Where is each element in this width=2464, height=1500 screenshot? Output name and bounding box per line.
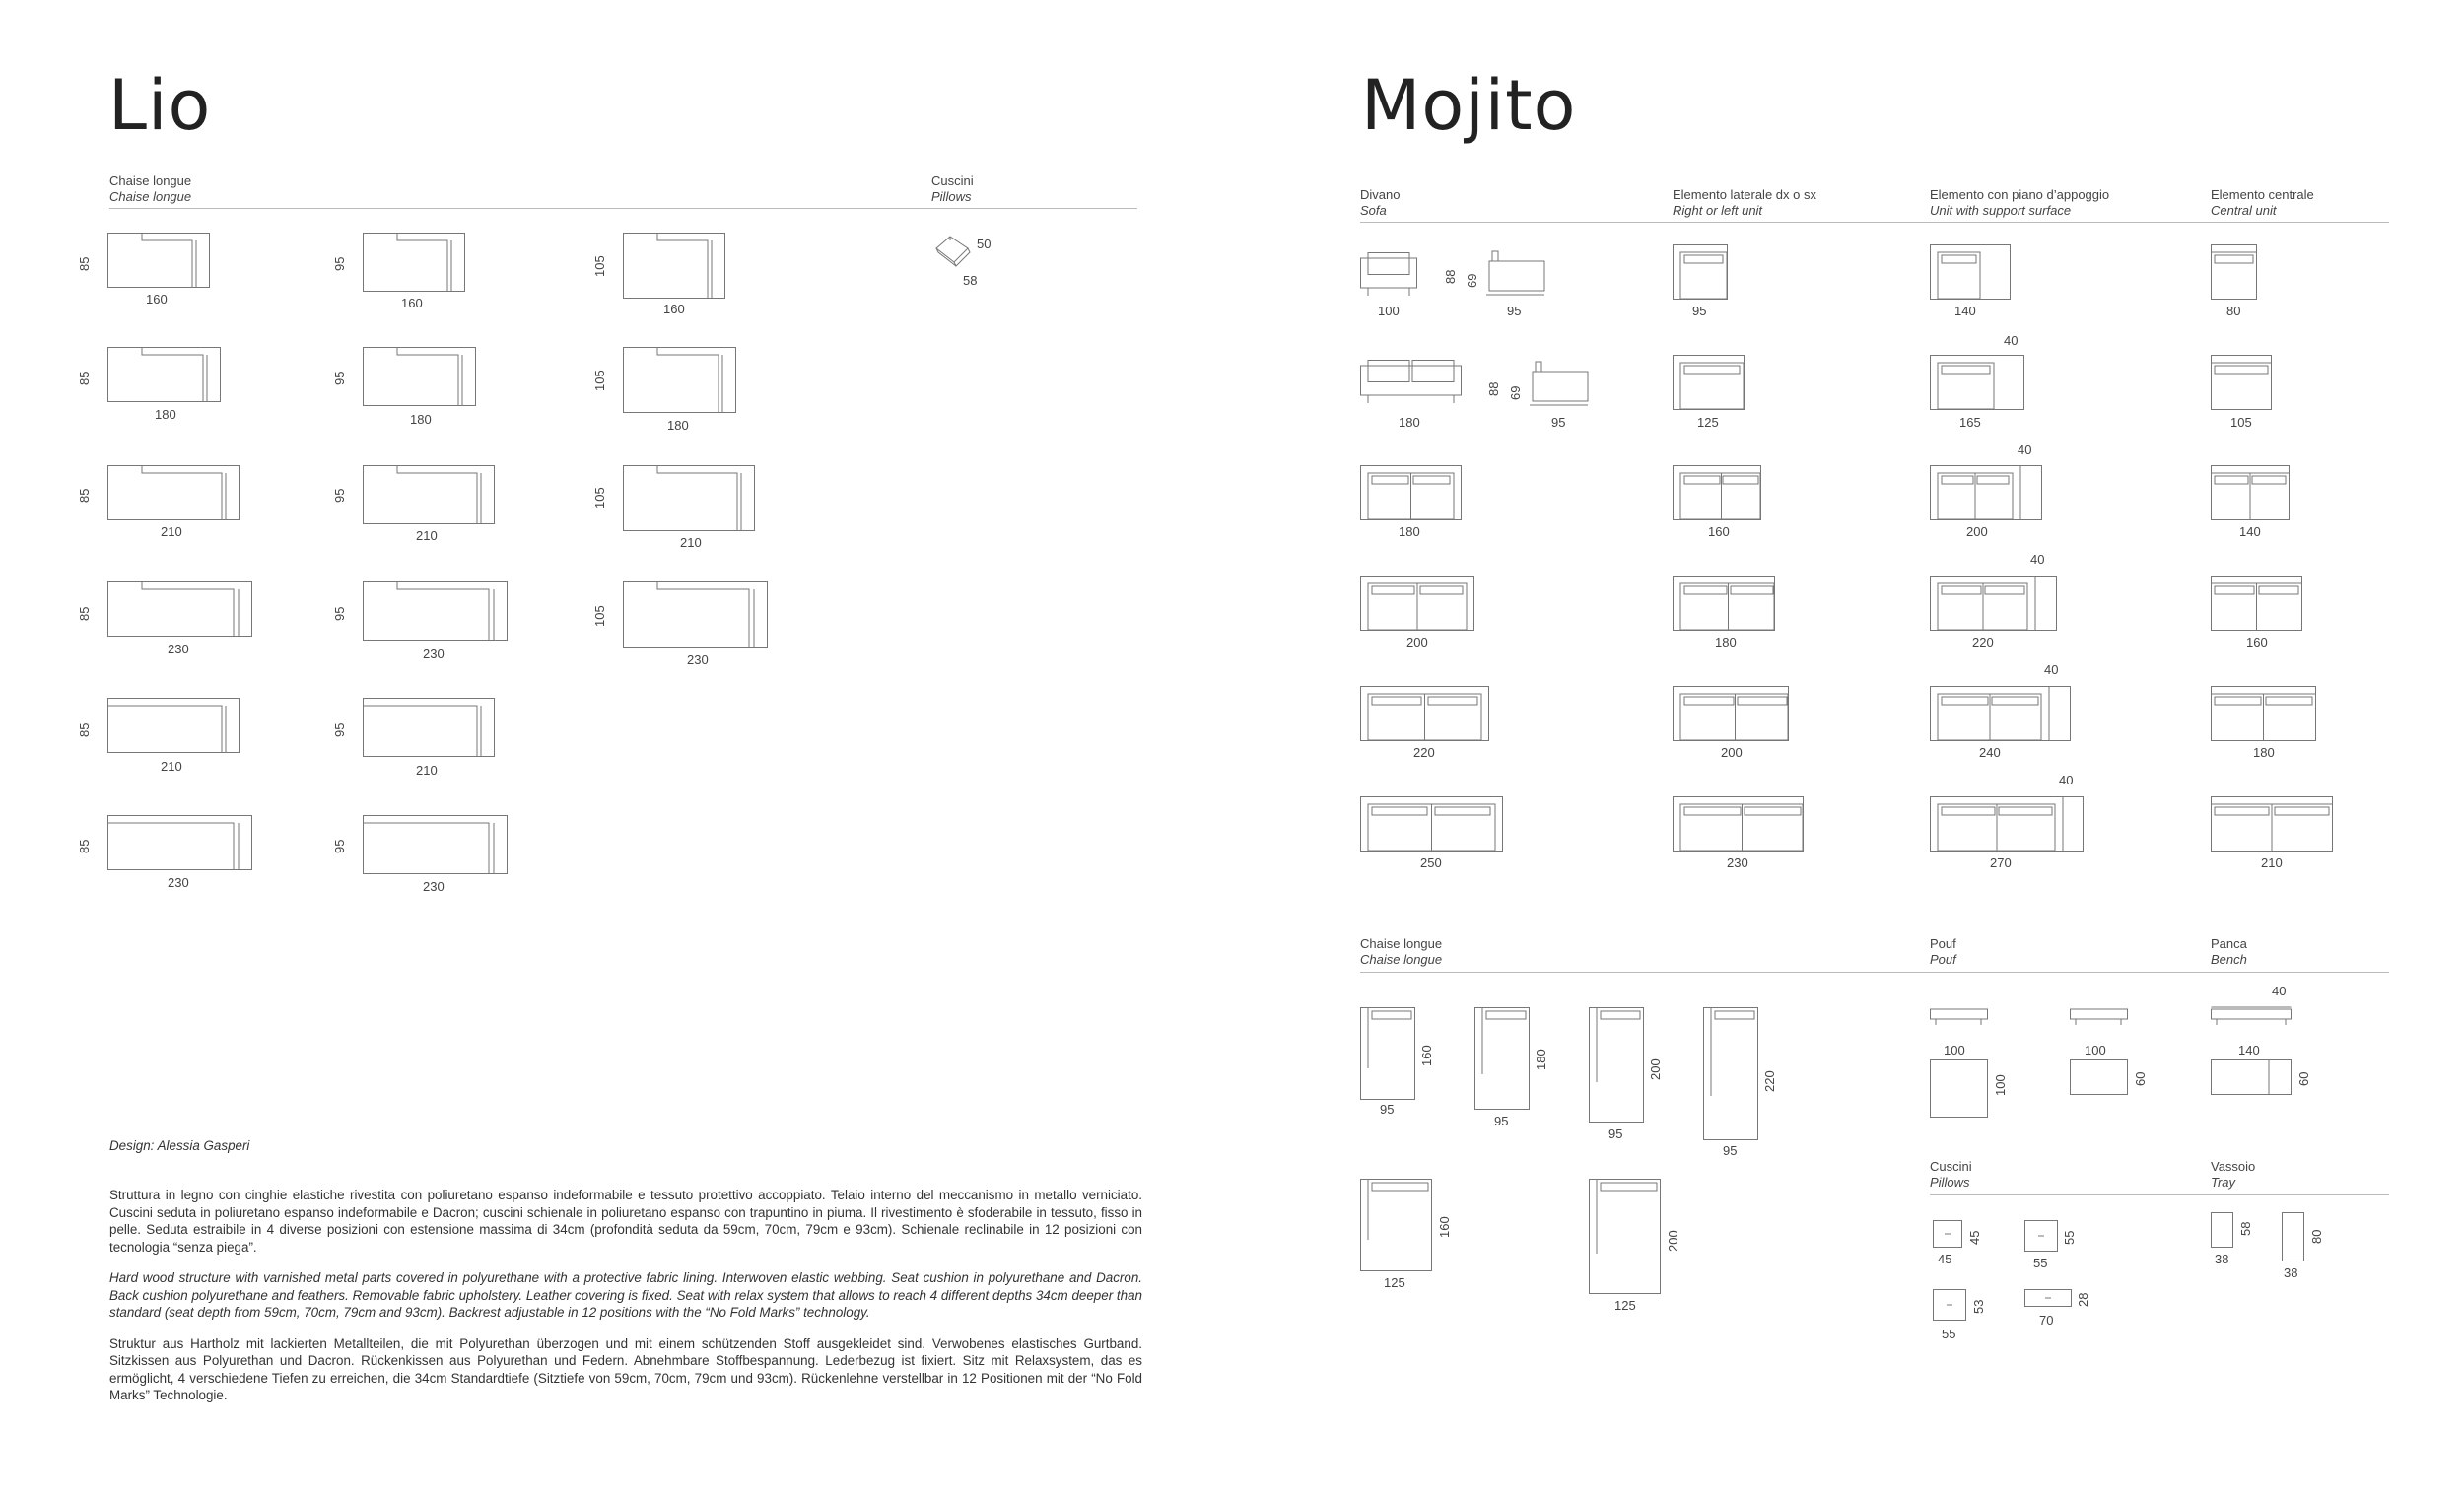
sofa-height-label: 88 — [1443, 269, 1458, 284]
lio-depth-label: 95 — [332, 371, 347, 385]
support-unit-drawing — [1930, 686, 2071, 741]
lio-width-label: 230 — [423, 647, 445, 661]
lio-chaise-drawing — [623, 347, 736, 413]
tray-height-label: 80 — [2309, 1229, 2324, 1244]
lio-chaise-drawing — [363, 233, 465, 292]
pillow-height-label: 45 — [1967, 1230, 1982, 1245]
tray-drawing — [2282, 1212, 2304, 1261]
tray-height-label: 58 — [2238, 1221, 2253, 1236]
side-unit-width-label: 160 — [1708, 524, 1730, 539]
mojito-header-pillows: Cuscini Pillows — [1930, 1159, 1972, 1190]
chaise-length-label: 200 — [1648, 1058, 1663, 1080]
central-unit-width-label: 105 — [2230, 415, 2252, 430]
support-surface-width-label: 40 — [2030, 552, 2045, 567]
pouf-side-drawing — [1930, 1007, 1989, 1027]
chaise-length-label: 200 — [1666, 1230, 1680, 1252]
pillow-drawing — [2024, 1289, 2072, 1307]
lio-chaise-drawing — [363, 581, 508, 641]
lio-width-label: 210 — [416, 763, 438, 778]
central-unit-width-label: 210 — [2261, 855, 2283, 870]
pillow-dim-a: 50 — [977, 237, 992, 251]
sofa-side-drawing — [1530, 360, 1589, 409]
lio-chaise-drawing — [623, 233, 725, 299]
mojito-header-support-unit: Elemento con piano d’appoggio Unit with support surface — [1930, 187, 2110, 218]
mojito-header-sofa: Divano Sofa — [1360, 187, 1401, 218]
lio-depth-label: 105 — [592, 370, 607, 391]
description-german: Struktur aus Hartholz mit lackierten Metallteilen, die mit Polyurethan überzogen und mit einem schützenden Stoff ausgekleidet sind. Verwobenes elastisches Gurtband. Sitzkissen aus Polyurethan und Dacron. Rückenkissen aus Polyurethan und Federn. Abnehmbare Stoffbespannung. Lederbezug ist fixiert. Sitz mit Relaxsystem, das es ermöglicht, 4 verschiedene Tiefen zu erreichen, die 34cm Standardtiefe (Sitztiefe von 59cm, 70cm, 79cm und 93cm). Rückenlehne verstellbar in 12 Positionen mit der “No Fold Marks” Technologie. — [109, 1335, 1142, 1402]
tray-width-label: 38 — [2284, 1265, 2298, 1280]
lio-chaise-drawing — [107, 698, 240, 753]
bench-side-drawing — [2211, 1005, 2292, 1027]
lio-width-label: 230 — [168, 875, 189, 890]
pouf-width-label: 100 — [2085, 1043, 2106, 1057]
sofa-width-label: 220 — [1413, 745, 1435, 760]
support-surface-width-label: 40 — [2018, 443, 2032, 457]
lio-width-label: 230 — [423, 879, 445, 894]
side-unit-drawing — [1673, 244, 1728, 300]
mojito-chaise-drawing — [1474, 1007, 1530, 1110]
pouf-width-label: 100 — [1944, 1043, 1965, 1057]
lio-depth-label: 85 — [77, 256, 92, 271]
lio-chaise-drawing — [107, 347, 221, 402]
lio-width-label: 160 — [401, 296, 423, 310]
side-unit-width-label: 95 — [1692, 304, 1707, 318]
lio-chaise-drawing — [107, 465, 240, 520]
side-unit-width-label: 125 — [1697, 415, 1719, 430]
mojito-header-tray: Vassoio Tray — [2211, 1159, 2256, 1190]
sofa-front-drawing — [1360, 360, 1462, 405]
chaise-width-label: 95 — [1723, 1143, 1738, 1158]
pillow-height-label: 55 — [2062, 1230, 2077, 1245]
sofa-height-label: 88 — [1486, 381, 1501, 396]
central-unit-drawing — [2211, 465, 2290, 520]
mojito-header-central-unit: Elemento centrale Central unit — [2211, 187, 2314, 218]
chaise-length-label: 160 — [1419, 1045, 1434, 1066]
lio-width-label: 210 — [161, 524, 182, 539]
lio-width-label: 180 — [667, 418, 689, 433]
sofa-seat-height-label: 69 — [1508, 385, 1523, 400]
chaise-width-label: 125 — [1614, 1298, 1636, 1313]
pouf-depth-label: 60 — [2133, 1071, 2148, 1086]
chaise-length-label: 180 — [1534, 1049, 1548, 1070]
lio-depth-label: 95 — [332, 606, 347, 621]
mojito-header-pouf: Pouf Pouf — [1930, 936, 1956, 967]
sofa-plan-drawing — [1360, 686, 1489, 741]
chaise-length-label: 220 — [1762, 1070, 1777, 1092]
sofa-depth-label: 95 — [1551, 415, 1566, 430]
support-unit-drawing — [1930, 355, 2024, 410]
chaise-width-label: 95 — [1380, 1102, 1395, 1117]
lio-width-label: 210 — [161, 759, 182, 774]
lio-chaise-drawing — [623, 581, 768, 648]
central-unit-drawing — [2211, 576, 2302, 631]
pouf-side-drawing — [2070, 1007, 2129, 1027]
support-unit-width-label: 270 — [1990, 855, 2012, 870]
sofa-width-label: 100 — [1378, 304, 1400, 318]
sofa-side-drawing — [1486, 249, 1545, 299]
sofa-depth-label: 95 — [1507, 304, 1522, 318]
central-unit-width-label: 160 — [2246, 635, 2268, 649]
chaise-width-label: 125 — [1384, 1275, 1405, 1290]
support-surface-width-label: 40 — [2004, 333, 2019, 348]
pillow-drawing — [1933, 1289, 1966, 1321]
lio-header-pillows: Cuscini Pillows — [931, 173, 974, 204]
support-unit-width-label: 165 — [1959, 415, 1981, 430]
side-unit-width-label: 180 — [1715, 635, 1737, 649]
support-unit-width-label: 140 — [1954, 304, 1976, 318]
support-surface-width-label: 40 — [2059, 773, 2074, 787]
support-unit-drawing — [1930, 465, 2042, 520]
sofa-seat-height-label: 69 — [1465, 273, 1479, 288]
mojito-chaise-drawing — [1360, 1179, 1432, 1271]
side-unit-drawing — [1673, 465, 1761, 520]
description-italian: Struttura in legno con cinghie elastiche rivestita con poliuretano espanso indeformabile e tessuto protettivo accoppiato. Telaio interno del meccanismo in metallo verniciato. Cuscini seduta in poliuretano espanso indeformabile e Dacron; cuscini schienale in poliuretano espanso con trapuntino in piuma. Il rivestimento è sfoderabile in tessuto, fisso in pelle. Seduta estraibile in 4 diverse posizioni con estensione massima di 34cm (profondità seduta da 59cm, 70cm, 79cm e 93cm). Schienale reclinabile in 12 posizioni con tecnologia “senza piega”. — [109, 1188, 1142, 1255]
sofa-plan-drawing — [1360, 796, 1503, 852]
lio-width-label: 180 — [410, 412, 432, 427]
lio-width-label: 210 — [680, 535, 702, 550]
mojito-header-chaise: Chaise longue Chaise longue — [1360, 936, 1443, 967]
lio-chaise-drawing — [107, 581, 252, 637]
pillow-width-label: 70 — [2039, 1313, 2054, 1328]
pillow-width-label: 55 — [2033, 1256, 2048, 1270]
lio-depth-label: 105 — [592, 487, 607, 509]
lio-width-label: 160 — [146, 292, 168, 307]
support-unit-width-label: 200 — [1966, 524, 1988, 539]
pillow-width-label: 45 — [1938, 1252, 1952, 1266]
lio-depth-label: 105 — [592, 605, 607, 627]
bench-extra-label: 40 — [2272, 984, 2287, 998]
support-unit-drawing — [1930, 576, 2057, 631]
lio-chaise-drawing — [363, 465, 495, 524]
lio-chaise-drawing — [363, 698, 495, 757]
side-unit-width-label: 200 — [1721, 745, 1743, 760]
lio-depth-label: 95 — [332, 722, 347, 737]
lio-chaise-drawing — [363, 815, 508, 874]
support-unit-drawing — [1930, 244, 2011, 300]
sofa-width-label: 180 — [1399, 415, 1420, 430]
lio-chaise-drawing — [107, 815, 252, 870]
lio-description — [109, 1187, 1142, 1418]
description-english: Hard wood structure with varnished metal parts covered in polyurethane with a protective fabric lining. Interwoven elastic webbing. Seat cushion in polyurethane and Dacron. Back cushion polyurethane and feathers. Removable fabric upholstery. Leather covering is fixed. Seat with relax system that allows to reach 4 different depths 34cm deeper than standard (seat depth from 59cm, 70cm, 79cm and 93cm). Backrest adjustable in 12 positions with the “No Fold Marks” technology. — [109, 1270, 1142, 1320]
central-unit-width-label: 140 — [2239, 524, 2261, 539]
bench-width-label: 140 — [2238, 1043, 2260, 1057]
side-unit-drawing — [1673, 576, 1775, 631]
central-unit-width-label: 80 — [2226, 304, 2241, 318]
tray-drawing — [2211, 1212, 2233, 1248]
pillow-height-label: 53 — [1971, 1299, 1986, 1314]
mojito-chaise-drawing — [1589, 1007, 1644, 1123]
lio-width-label: 230 — [168, 642, 189, 656]
mojito-header-bench: Panca Bench — [2211, 936, 2247, 967]
lio-depth-label: 85 — [77, 488, 92, 503]
pouf-plan-drawing — [1930, 1059, 1988, 1118]
pouf-plan-drawing — [2070, 1059, 2128, 1095]
central-unit-width-label: 180 — [2253, 745, 2275, 760]
side-unit-drawing — [1673, 686, 1789, 741]
lio-title: Lio — [108, 65, 212, 146]
pillow-drawing — [1933, 1220, 1962, 1248]
lio-depth-label: 105 — [592, 255, 607, 277]
sofa-width-label: 180 — [1399, 524, 1420, 539]
support-unit-width-label: 240 — [1979, 745, 2001, 760]
lio-width-label: 210 — [416, 528, 438, 543]
side-unit-drawing — [1673, 796, 1804, 852]
sofa-plan-drawing — [1360, 465, 1462, 520]
bench-depth-label: 60 — [2296, 1071, 2311, 1086]
lio-depth-label: 85 — [77, 371, 92, 385]
support-unit-drawing — [1930, 796, 2084, 852]
mojito-header-side-unit: Elemento laterale dx o sx Right or left unit — [1673, 187, 1816, 218]
bench-plan-drawing — [2211, 1059, 2292, 1095]
pillow-drawing — [932, 235, 974, 274]
lio-chaise-drawing — [623, 465, 755, 531]
mojito-title: Mojito — [1361, 65, 1577, 146]
central-unit-drawing — [2211, 244, 2257, 300]
lio-depth-label: 85 — [77, 722, 92, 737]
side-unit-width-label: 230 — [1727, 855, 1748, 870]
pillows-tray-rule — [1930, 1194, 2389, 1195]
lio-header-chaise: Chaise longue Chaise longue — [109, 173, 192, 204]
sofa-front-drawing — [1360, 252, 1417, 298]
chaise-width-label: 95 — [1608, 1126, 1623, 1141]
support-surface-width-label: 40 — [2044, 662, 2059, 677]
mojito-header-rule — [1360, 222, 2389, 223]
designer-credit: Design: Alessia Gasperi — [109, 1138, 250, 1153]
lio-depth-label: 85 — [77, 839, 92, 853]
mojito-section-rule — [1360, 972, 2389, 973]
tray-width-label: 38 — [2215, 1252, 2229, 1266]
pillow-dim-b: 58 — [963, 273, 978, 288]
lio-chaise-drawing — [363, 347, 476, 406]
support-unit-width-label: 220 — [1972, 635, 1994, 649]
central-unit-drawing — [2211, 686, 2316, 741]
lio-depth-label: 95 — [332, 488, 347, 503]
lio-width-label: 180 — [155, 407, 176, 422]
mojito-chaise-drawing — [1703, 1007, 1758, 1140]
central-unit-drawing — [2211, 796, 2333, 852]
pillow-drawing — [2024, 1220, 2058, 1252]
side-unit-drawing — [1673, 355, 1745, 410]
lio-header-rule — [109, 208, 1137, 209]
central-unit-drawing — [2211, 355, 2272, 410]
sofa-plan-drawing — [1360, 576, 1474, 631]
sofa-width-label: 250 — [1420, 855, 1442, 870]
lio-width-label: 230 — [687, 652, 709, 667]
chaise-length-label: 160 — [1437, 1216, 1452, 1238]
lio-depth-label: 95 — [332, 839, 347, 853]
pouf-depth-label: 100 — [1993, 1074, 2008, 1096]
lio-width-label: 160 — [663, 302, 685, 316]
pillow-width-label: 55 — [1942, 1327, 1956, 1341]
lio-depth-label: 85 — [77, 606, 92, 621]
mojito-chaise-drawing — [1360, 1007, 1415, 1100]
sofa-width-label: 200 — [1406, 635, 1428, 649]
pillow-height-label: 28 — [2076, 1292, 2090, 1307]
lio-chaise-drawing — [107, 233, 210, 288]
lio-depth-label: 95 — [332, 256, 347, 271]
mojito-chaise-drawing — [1589, 1179, 1661, 1294]
chaise-width-label: 95 — [1494, 1114, 1509, 1128]
